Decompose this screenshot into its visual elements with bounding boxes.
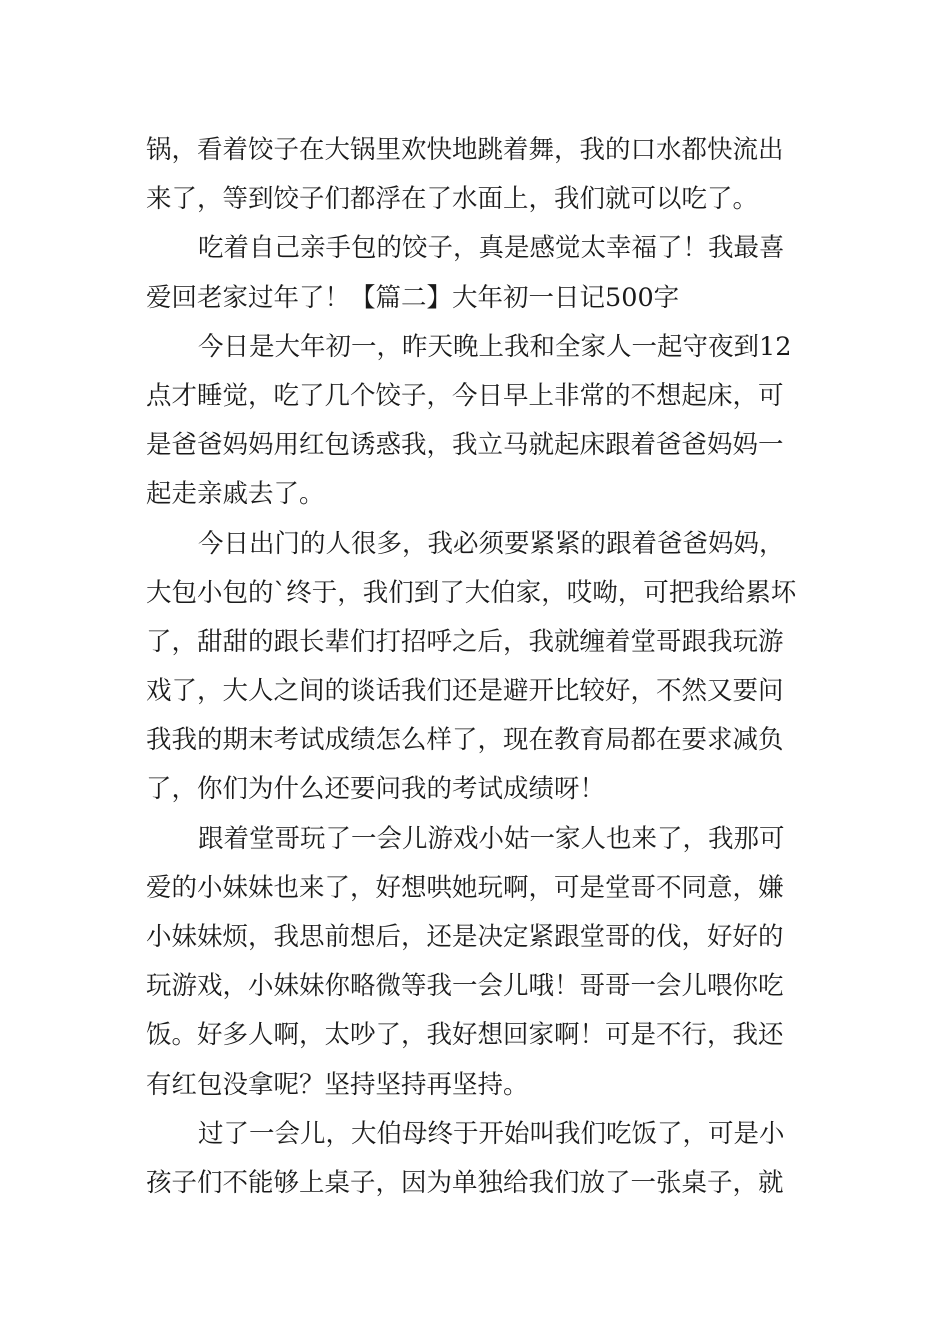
text-line-18: 玩游戏，小妹妹你略微等我一会儿哦！哥哥一会儿喂你吃 — [146, 971, 784, 1002]
text-line-21: 过了一会儿，大伯母终于开始叫我们吃饭了，可是小 — [198, 1118, 785, 1149]
text-line-10: 大包小包的`终于，我们到了大伯家，哎呦，可把我给累坏 — [146, 577, 797, 608]
text-line-16: 爱的小妹妹也来了，好想哄她玩啊，可是堂哥不同意，嫌 — [146, 872, 784, 903]
text-line-17: 小妹妹烦，我思前想后，还是决定紧跟堂哥的伐，好好的 — [146, 922, 784, 952]
text-line-20: 有红包没拿呢？坚持坚持再坚持。 — [146, 1069, 529, 1100]
text-line-7: 是爸爸妈妈用红包诱惑我，我立马就起床跟着爸爸妈妈一 — [146, 430, 784, 461]
text-line-4: 爱回老家过年了！【篇二】大年初一日记500字 — [146, 282, 680, 313]
text-line-9: 今日出门的人很多，我必须要紧紧的跟着爸爸妈妈， — [198, 528, 785, 559]
text-line-19: 饭。好多人啊，太吵了，我好想回家啊！可是不行，我还 — [146, 1020, 784, 1051]
text-line-13: 我我的期末考试成绩怎么样了，现在教育局都在要求减负 — [146, 725, 784, 756]
text-line-2: 来了，等到饺子们都浮在了水面上，我们就可以吃了。 — [146, 184, 759, 215]
text-line-6: 点才睡觉，吃了几个饺子，今日早上非常的不想起床，可 — [146, 380, 784, 411]
text-line-14: 了，你们为什么还要问我的考试成绩呀！ — [146, 774, 606, 805]
text-line-15: 跟着堂哥玩了一会儿游戏小姑一家人也来了，我那可 — [198, 823, 785, 854]
text-line-3: 吃着自己亲手包的饺子，真是感觉太幸福了！我最喜 — [198, 233, 785, 264]
diary-text — [146, 126, 816, 1208]
text-line-11: 了，甜甜的跟长辈们打招呼之后，我就缠着堂哥跟我玩游 — [146, 626, 784, 657]
text-line-5: 今日是大年初一，昨天晚上我和全家人一起守夜到12 — [198, 331, 792, 362]
text-line-8: 起走亲戚去了。 — [146, 479, 325, 510]
text-line-12: 戏了，大人之间的谈话我们还是避开比较好，不然又要问 — [146, 676, 784, 707]
text-line-22: 孩子们不能够上桌子，因为单独给我们放了一张桌子，就 — [146, 1167, 784, 1198]
text-line-1: 锅，看着饺子在大锅里欢快地跳着舞，我的口水都快流出 — [146, 135, 784, 165]
